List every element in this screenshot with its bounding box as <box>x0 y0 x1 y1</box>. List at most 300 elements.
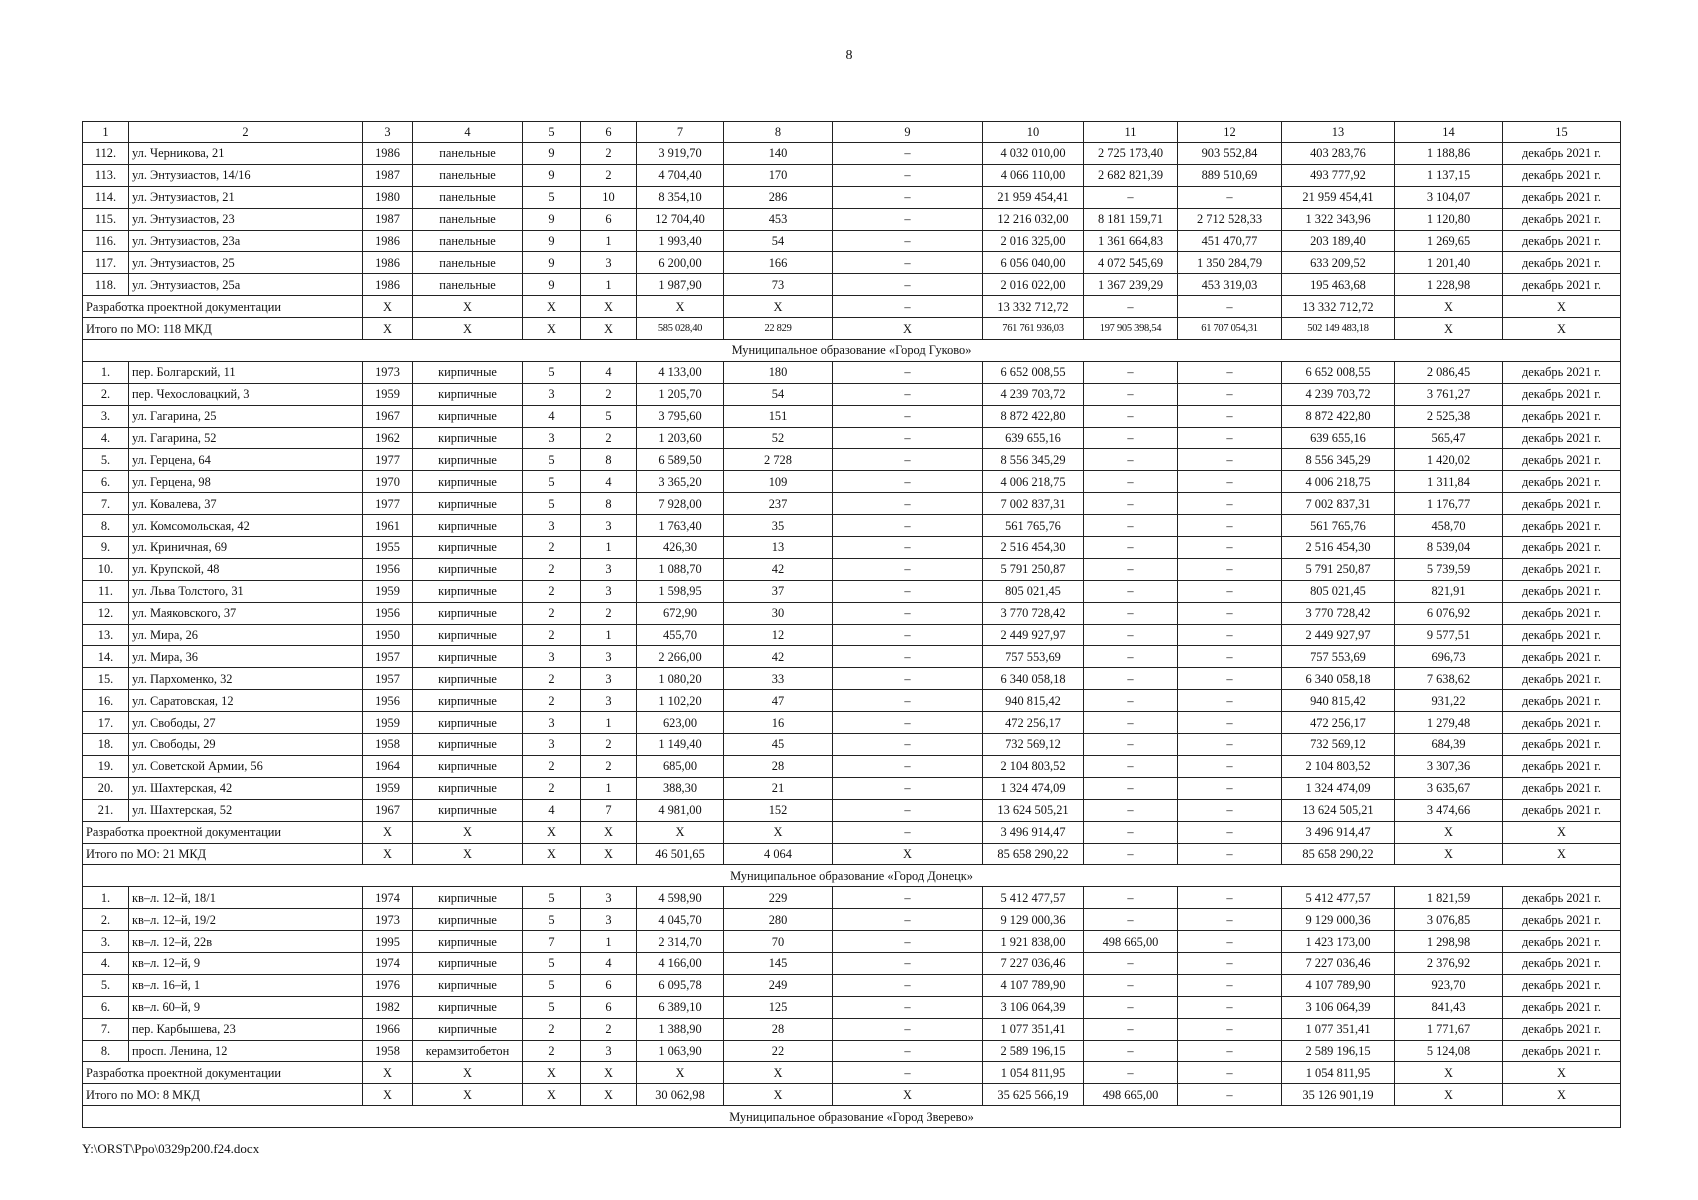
table-cell: кирпичные <box>413 799 523 821</box>
summary-label: Разработка проектной документации <box>83 1062 363 1084</box>
table-cell: кирпичные <box>413 493 523 515</box>
table-cell: 3 307,36 <box>1395 755 1503 777</box>
table-cell: 1959 <box>363 777 413 799</box>
table-cell: 17. <box>83 712 129 734</box>
column-header: 6 <box>581 122 637 143</box>
table-cell: X <box>523 318 581 340</box>
table-cell: 13 <box>724 537 833 559</box>
table-cell: X <box>1503 318 1621 340</box>
table-cell: декабрь 2021 г. <box>1503 515 1621 537</box>
table-cell: 9 <box>523 230 581 252</box>
section-row <box>83 1106 1621 1128</box>
table-cell: 1 077 351,41 <box>983 1018 1084 1040</box>
table-cell: 1 367 239,29 <box>1084 274 1178 296</box>
table-cell: – <box>833 274 983 296</box>
table-cell: 19. <box>83 755 129 777</box>
table-cell: 30 <box>724 602 833 624</box>
table-cell: 2 104 803,52 <box>1282 755 1395 777</box>
table-cell: 6. <box>83 471 129 493</box>
table-row <box>83 164 1621 186</box>
table-cell: 2 <box>523 1040 581 1062</box>
table-cell: 6 095,78 <box>637 974 724 996</box>
table-cell: X <box>363 821 413 843</box>
table-cell: X <box>724 296 833 318</box>
table-cell: 1 279,48 <box>1395 712 1503 734</box>
table-cell: 2 449 927,97 <box>1282 624 1395 646</box>
column-header: 2 <box>129 122 363 143</box>
table-cell: 21. <box>83 799 129 821</box>
table-cell: декабрь 2021 г. <box>1503 164 1621 186</box>
table-row <box>83 230 1621 252</box>
table-cell: 7 638,62 <box>1395 668 1503 690</box>
table-cell: декабрь 2021 г. <box>1503 646 1621 668</box>
table-cell: X <box>637 821 724 843</box>
table-cell: – <box>1178 427 1282 449</box>
table-cell: 3 <box>581 580 637 602</box>
table-cell: 5 <box>523 449 581 471</box>
table-cell: 2 <box>523 690 581 712</box>
table-cell: ул. Мира, 26 <box>129 624 363 646</box>
table-cell: 117. <box>83 252 129 274</box>
table-cell: 2 266,00 <box>637 646 724 668</box>
table-cell: декабрь 2021 г. <box>1503 952 1621 974</box>
table-cell: 1967 <box>363 799 413 821</box>
table-cell: 1973 <box>363 909 413 931</box>
table-cell: – <box>1178 843 1282 865</box>
table-cell: 2 <box>581 602 637 624</box>
table-cell: кирпичные <box>413 974 523 996</box>
table-cell: 4 045,70 <box>637 909 724 931</box>
table-cell: декабрь 2021 г. <box>1503 493 1621 515</box>
table-cell: X <box>363 1062 413 1084</box>
table-cell: X <box>1503 843 1621 865</box>
table-cell: 7. <box>83 1018 129 1040</box>
table-cell: X <box>1395 821 1503 843</box>
table-cell: кирпичные <box>413 515 523 537</box>
table-cell: 8 181 159,71 <box>1084 208 1178 230</box>
table-cell: 2 <box>523 1018 581 1040</box>
table-cell: X <box>581 821 637 843</box>
table-cell: 10 <box>581 186 637 208</box>
table-cell: 5 <box>581 405 637 427</box>
table-cell: – <box>1178 931 1282 953</box>
table-cell: – <box>1084 1062 1178 1084</box>
table-cell: 1967 <box>363 405 413 427</box>
table-row <box>83 1018 1621 1040</box>
table-cell: – <box>1084 996 1178 1018</box>
table-cell: 4 064 <box>724 843 833 865</box>
table-cell: 13 624 505,21 <box>1282 799 1395 821</box>
table-cell: 455,70 <box>637 624 724 646</box>
table-row <box>83 602 1621 624</box>
table-cell: 4 239 703,72 <box>1282 383 1395 405</box>
table-cell: 8. <box>83 515 129 537</box>
table-cell: 6 340 058,18 <box>1282 668 1395 690</box>
table-cell: ул. Свободы, 27 <box>129 712 363 734</box>
table-cell: кирпичные <box>413 471 523 493</box>
table-cell: 22 <box>724 1040 833 1062</box>
table-cell: – <box>1178 668 1282 690</box>
table-cell: 6 200,00 <box>637 252 724 274</box>
table-cell: – <box>833 974 983 996</box>
table-cell: 229 <box>724 887 833 909</box>
table-cell: 113. <box>83 164 129 186</box>
table-cell: 2 725 173,40 <box>1084 143 1178 165</box>
table-cell: X <box>413 843 523 865</box>
table-cell: декабрь 2021 г. <box>1503 974 1621 996</box>
table-cell: 286 <box>724 186 833 208</box>
table-cell: декабрь 2021 г. <box>1503 690 1621 712</box>
table-cell: 6 652 008,55 <box>1282 361 1395 383</box>
table-cell: – <box>1178 909 1282 931</box>
table-cell: – <box>833 580 983 602</box>
table-cell: 8 <box>581 449 637 471</box>
table-cell: 8 354,10 <box>637 186 724 208</box>
table-cell: кирпичные <box>413 931 523 953</box>
table-cell: 1973 <box>363 361 413 383</box>
table-cell: 13 332 712,72 <box>983 296 1084 318</box>
table-cell: 145 <box>724 952 833 974</box>
table-cell: 45 <box>724 734 833 756</box>
table-cell: 1 205,70 <box>637 383 724 405</box>
table-cell: – <box>833 690 983 712</box>
table-cell: – <box>833 931 983 953</box>
table-cell: 280 <box>724 909 833 931</box>
table-cell: 2 728 <box>724 449 833 471</box>
table-cell: кв–л. 12–й, 9 <box>129 952 363 974</box>
table-cell: 2 <box>581 1018 637 1040</box>
table-cell: кирпичные <box>413 624 523 646</box>
table-cell: 923,70 <box>1395 974 1503 996</box>
table-cell: 3 635,67 <box>1395 777 1503 799</box>
table-cell: 5 <box>523 952 581 974</box>
table-cell: кирпичные <box>413 558 523 580</box>
table-cell: 21 <box>724 777 833 799</box>
table-cell: X <box>1395 843 1503 865</box>
table-cell: – <box>833 405 983 427</box>
table-cell: ул. Энтузиастов, 25а <box>129 274 363 296</box>
table-cell: – <box>1084 909 1178 931</box>
table-cell: 757 553,69 <box>1282 646 1395 668</box>
table-cell: ул. Шахтерская, 42 <box>129 777 363 799</box>
table-row <box>83 909 1621 931</box>
table-cell: – <box>833 712 983 734</box>
table-cell: 1959 <box>363 712 413 734</box>
table-cell: 125 <box>724 996 833 1018</box>
table-cell: 451 470,77 <box>1178 230 1282 252</box>
table-cell: – <box>1178 799 1282 821</box>
table-cell: 6 340 058,18 <box>983 668 1084 690</box>
table-cell: – <box>833 755 983 777</box>
table-cell: ул. Шахтерская, 52 <box>129 799 363 821</box>
table-cell: кирпичные <box>413 996 523 1018</box>
table-cell: декабрь 2021 г. <box>1503 799 1621 821</box>
table-cell: 5 <box>523 909 581 931</box>
column-header: 1 <box>83 122 129 143</box>
table-cell: 6 <box>581 208 637 230</box>
table-cell: ул. Комсомольская, 42 <box>129 515 363 537</box>
table-cell: 47 <box>724 690 833 712</box>
table-cell: 1 188,86 <box>1395 143 1503 165</box>
table-cell: – <box>833 230 983 252</box>
table-cell: 15. <box>83 668 129 690</box>
table-cell: 42 <box>724 646 833 668</box>
table-cell: 2 449 927,97 <box>983 624 1084 646</box>
table-cell: 5 <box>523 493 581 515</box>
table-cell: 4 <box>523 405 581 427</box>
column-header: 8 <box>724 122 833 143</box>
table-cell: 35 <box>724 515 833 537</box>
table-cell: 2 525,38 <box>1395 405 1503 427</box>
table-cell: 1980 <box>363 186 413 208</box>
table-cell: 1 228,98 <box>1395 274 1503 296</box>
table-cell: 672,90 <box>637 602 724 624</box>
table-cell: 4 981,00 <box>637 799 724 821</box>
table-cell: X <box>724 821 833 843</box>
table-cell: X <box>1395 296 1503 318</box>
table-cell: 3 761,27 <box>1395 383 1503 405</box>
table-cell: 4 <box>523 799 581 821</box>
table-cell: декабрь 2021 г. <box>1503 471 1621 493</box>
table-cell: – <box>1084 515 1178 537</box>
table-cell: 1956 <box>363 558 413 580</box>
table-cell: 3 <box>581 1040 637 1062</box>
table-cell: ул. Ковалева, 37 <box>129 493 363 515</box>
table-cell: X <box>724 1062 833 1084</box>
table-cell: декабрь 2021 г. <box>1503 208 1621 230</box>
table-cell: 1 102,20 <box>637 690 724 712</box>
table-cell: 1970 <box>363 471 413 493</box>
table-cell: X <box>413 821 523 843</box>
table-cell: 1 137,15 <box>1395 164 1503 186</box>
section-row <box>83 340 1621 362</box>
table-cell: X <box>581 318 637 340</box>
table-cell: X <box>363 296 413 318</box>
table-cell: 1955 <box>363 537 413 559</box>
table-cell: декабрь 2021 г. <box>1503 909 1621 931</box>
table-cell: – <box>1084 405 1178 427</box>
table-cell: 195 463,68 <box>1282 274 1395 296</box>
table-cell: 13 332 712,72 <box>1282 296 1395 318</box>
table-cell: декабрь 2021 г. <box>1503 449 1621 471</box>
table-cell: 458,70 <box>1395 515 1503 537</box>
table-cell: декабрь 2021 г. <box>1503 186 1621 208</box>
table-cell: просп. Ленина, 12 <box>129 1040 363 1062</box>
table-cell: 1987 <box>363 164 413 186</box>
table-cell: 3 076,85 <box>1395 909 1503 931</box>
table-cell: X <box>581 1062 637 1084</box>
table-cell: – <box>1084 449 1178 471</box>
table-cell: кв–л. 60–й, 9 <box>129 996 363 1018</box>
table-cell: ул. Черникова, 21 <box>129 143 363 165</box>
table-cell: 5 412 477,57 <box>1282 887 1395 909</box>
table-cell: кирпичные <box>413 734 523 756</box>
table-cell: декабрь 2021 г. <box>1503 602 1621 624</box>
table-cell: 1 350 284,79 <box>1178 252 1282 274</box>
table-cell: 13 624 505,21 <box>983 799 1084 821</box>
table-cell: X <box>1503 1062 1621 1084</box>
table-cell: 1 921 838,00 <box>983 931 1084 953</box>
table-cell: 1974 <box>363 952 413 974</box>
table-cell: 9. <box>83 537 129 559</box>
header-row <box>83 122 1621 143</box>
table-cell: 623,00 <box>637 712 724 734</box>
table-cell: – <box>833 624 983 646</box>
table-cell: 9 <box>523 208 581 230</box>
table-cell: 3 <box>523 712 581 734</box>
table-cell: 203 189,40 <box>1282 230 1395 252</box>
table-cell: декабрь 2021 г. <box>1503 537 1621 559</box>
table-cell: – <box>1178 996 1282 1018</box>
table-row <box>83 996 1621 1018</box>
table-cell: 1 <box>581 931 637 953</box>
table-cell: – <box>1084 361 1178 383</box>
table-cell: ул. Гагарина, 52 <box>129 427 363 449</box>
table-cell: 33 <box>724 668 833 690</box>
table-cell: 1 987,90 <box>637 274 724 296</box>
table-cell: – <box>833 164 983 186</box>
summary-label: Итого по МО: 118 МКД <box>83 318 363 340</box>
table-cell: – <box>1084 712 1178 734</box>
table-cell: ул. Советской Армии, 56 <box>129 755 363 777</box>
table-cell: 1. <box>83 887 129 909</box>
table-cell: 116. <box>83 230 129 252</box>
table-cell: ул. Пархоменко, 32 <box>129 668 363 690</box>
table-cell: 472 256,17 <box>1282 712 1395 734</box>
table-cell: 6 389,10 <box>637 996 724 1018</box>
table-cell: – <box>1084 296 1178 318</box>
table-cell: 8. <box>83 1040 129 1062</box>
table-cell: 1950 <box>363 624 413 646</box>
table-cell: 20. <box>83 777 129 799</box>
table-cell: 151 <box>724 405 833 427</box>
table-cell: 1956 <box>363 690 413 712</box>
table-cell: 2 516 454,30 <box>1282 537 1395 559</box>
table-cell: 761 761 936,03 <box>983 318 1084 340</box>
table-cell: панельные <box>413 164 523 186</box>
table-cell: 2 516 454,30 <box>983 537 1084 559</box>
table-cell: 85 658 290,22 <box>1282 843 1395 865</box>
table-cell: кирпичные <box>413 712 523 734</box>
table-cell: 1982 <box>363 996 413 1018</box>
table-cell: 889 510,69 <box>1178 164 1282 186</box>
table-cell: 3 365,20 <box>637 471 724 493</box>
table-cell: 9 577,51 <box>1395 624 1503 646</box>
table-cell: X <box>523 1062 581 1084</box>
table-row <box>83 974 1621 996</box>
table-cell: декабрь 2021 г. <box>1503 777 1621 799</box>
table-cell: ул. Льва Толстого, 31 <box>129 580 363 602</box>
table-row <box>83 1040 1621 1062</box>
table-cell: 7 002 837,31 <box>1282 493 1395 515</box>
table-cell: 5 739,59 <box>1395 558 1503 580</box>
table-cell: 4 598,90 <box>637 887 724 909</box>
table-cell: 453 319,03 <box>1178 274 1282 296</box>
table-cell: 7 <box>581 799 637 821</box>
table-cell: 5 124,08 <box>1395 1040 1503 1062</box>
table-row <box>83 734 1621 756</box>
table-cell: декабрь 2021 г. <box>1503 252 1621 274</box>
table-cell: 498 665,00 <box>1084 931 1178 953</box>
table-row <box>83 887 1621 909</box>
table-cell: 1 <box>581 777 637 799</box>
table-cell: – <box>1178 952 1282 974</box>
table-cell: 9 <box>523 274 581 296</box>
table-cell: X <box>1395 318 1503 340</box>
table-row <box>83 690 1621 712</box>
table-cell: 8 556 345,29 <box>983 449 1084 471</box>
table-cell: 1962 <box>363 427 413 449</box>
table-cell: 2 <box>523 668 581 690</box>
table-cell: 12. <box>83 602 129 624</box>
table-cell: 639 655,16 <box>1282 427 1395 449</box>
table-cell: X <box>363 318 413 340</box>
summary-label: Разработка проектной документации <box>83 296 363 318</box>
table-cell: кирпичные <box>413 755 523 777</box>
table-cell: – <box>1084 755 1178 777</box>
summary-label: Итого по МО: 8 МКД <box>83 1084 363 1106</box>
table-cell: 903 552,84 <box>1178 143 1282 165</box>
table-row <box>83 493 1621 515</box>
table-cell: 1 423 173,00 <box>1282 931 1395 953</box>
table-cell: 118. <box>83 274 129 296</box>
table-cell: 35 126 901,19 <box>1282 1084 1395 1106</box>
table-cell: – <box>833 799 983 821</box>
table-cell: 1 361 664,83 <box>1084 230 1178 252</box>
table-cell: 732 569,12 <box>1282 734 1395 756</box>
table-cell: кирпичные <box>413 668 523 690</box>
table-cell: декабрь 2021 г. <box>1503 668 1621 690</box>
section-title: Муниципальное образование «Город Зверево» <box>83 1106 1621 1128</box>
table-cell: 2. <box>83 383 129 405</box>
table-cell: X <box>1503 1084 1621 1106</box>
table-cell: 1 063,90 <box>637 1040 724 1062</box>
table-cell: 821,91 <box>1395 580 1503 602</box>
summary-row <box>83 318 1621 340</box>
table-cell: X <box>637 1062 724 1084</box>
table-cell: – <box>833 777 983 799</box>
table-cell: 1 771,67 <box>1395 1018 1503 1040</box>
table-cell: – <box>833 383 983 405</box>
table-cell: 5 412 477,57 <box>983 887 1084 909</box>
table-cell: 1 <box>581 274 637 296</box>
table-cell: 1 <box>581 712 637 734</box>
table-cell: ул. Крупской, 48 <box>129 558 363 580</box>
table-cell: – <box>833 515 983 537</box>
table-cell: 1 598,95 <box>637 580 724 602</box>
table-cell: – <box>1178 186 1282 208</box>
table-cell: 3 <box>523 383 581 405</box>
table-cell: 4 <box>581 471 637 493</box>
table-cell: ул. Маяковского, 37 <box>129 602 363 624</box>
table-cell: 2 <box>581 734 637 756</box>
table-cell: 16. <box>83 690 129 712</box>
table-cell: 3 496 914,47 <box>983 821 1084 843</box>
table-cell: 28 <box>724 1018 833 1040</box>
table-cell: X <box>523 296 581 318</box>
table-cell: 61 707 054,31 <box>1178 318 1282 340</box>
table-cell: 940 815,42 <box>1282 690 1395 712</box>
table-cell: панельные <box>413 208 523 230</box>
table-cell: 2 <box>581 143 637 165</box>
table-cell: 2 016 325,00 <box>983 230 1084 252</box>
table-cell: 4 239 703,72 <box>983 383 1084 405</box>
table-cell: – <box>1178 1018 1282 1040</box>
table-cell: 12 216 032,00 <box>983 208 1084 230</box>
table-cell: X <box>523 843 581 865</box>
table-cell: 1986 <box>363 252 413 274</box>
table-cell: 931,22 <box>1395 690 1503 712</box>
